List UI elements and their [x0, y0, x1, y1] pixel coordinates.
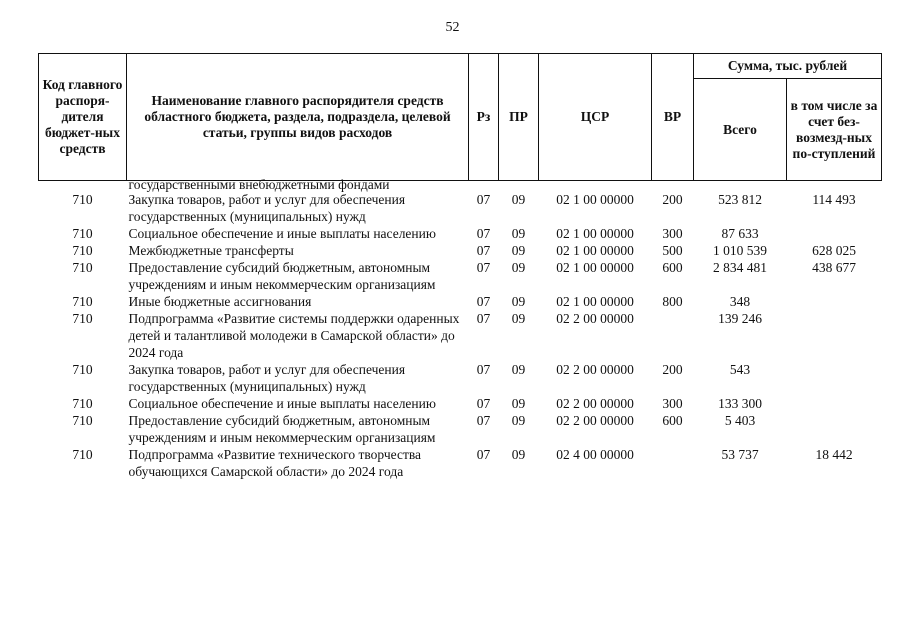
cell-rz: 07 [476, 396, 491, 411]
cell-rz: 07 [476, 362, 491, 377]
cell-name: Иные бюджетные ассигнования [128, 294, 312, 309]
cell-name: Межбюджетные трансферты [128, 243, 294, 258]
table-row [39, 361, 882, 395]
header-csr: ЦСР [539, 54, 652, 181]
cell-csr: 02 2 00 00000 [556, 413, 634, 428]
cell-total: 1 010 539 [713, 243, 767, 258]
cell-vr [652, 310, 694, 361]
cell-code: 710 [72, 192, 93, 207]
cell-csr: 02 1 00 00000 [556, 226, 634, 241]
cell-vr: 800 [662, 294, 683, 309]
cell-vr: 300 [662, 396, 683, 411]
table-row [39, 259, 882, 293]
cell-pr: 09 [511, 311, 526, 326]
cell-pr: 09 [511, 243, 526, 258]
header-sum: Сумма, тыс. рублей [694, 54, 882, 79]
table-row [39, 191, 882, 225]
table-row [39, 412, 882, 446]
cell-csr: 02 1 00 00000 [556, 260, 634, 275]
cell-free: 438 677 [812, 260, 856, 275]
cell-code: 710 [72, 294, 93, 309]
cell-total: 133 300 [718, 396, 762, 411]
cell-free [787, 293, 882, 310]
cell-code: 710 [72, 226, 93, 241]
cell-csr: 02 2 00 00000 [556, 396, 634, 411]
cell-name: Подпрограмма «Развитие системы поддержки одаренных детей и талантливой молодежи в Самарской области» до 2024 года [128, 311, 460, 360]
cell-vr: 600 [662, 413, 683, 428]
table-row [39, 293, 882, 310]
cell-vr [652, 446, 694, 480]
cell-total: 543 [729, 362, 751, 377]
cell-code: 710 [72, 311, 93, 326]
cell-code: 710 [72, 260, 93, 275]
continuation-text: государственными внебюджетными фондами [128, 177, 390, 192]
header-name: Наименование главного распорядителя средств областного бюджета, раздела, подраздела, целевой статьи, группы видов расходов [127, 54, 469, 181]
cell-name: Подпрограмма «Развитие технического творчества обучающихся Самарской области» до 2024 года [128, 447, 422, 479]
header-pr: ПР [499, 54, 539, 181]
cell-pr: 09 [511, 396, 526, 411]
table-row [39, 395, 882, 412]
cell-free: 628 025 [812, 243, 856, 258]
cell-pr: 09 [511, 226, 526, 241]
page-number: 52 [445, 20, 460, 35]
cell-name: Закупка товаров, работ и услуг для обеспечения государственных (муниципальных) нужд [128, 362, 406, 394]
cell-name: Предоставление субсидий бюджетным, автономным учреждениям и иным некоммерческим организациям [128, 260, 436, 292]
cell-total: 5 403 [724, 413, 756, 428]
header-free: в том числе за счет без-возмезд-ных по-ступлений [787, 79, 882, 181]
cell-rz: 07 [476, 260, 491, 275]
cell-rz: 07 [476, 311, 491, 326]
cell-csr: 02 4 00 00000 [556, 447, 634, 462]
cell-csr: 02 1 00 00000 [556, 243, 634, 258]
cell-code: 710 [72, 396, 93, 411]
cell-pr: 09 [511, 447, 526, 462]
cell-csr: 02 2 00 00000 [556, 311, 634, 326]
table-row [39, 310, 882, 361]
cell-pr: 09 [511, 294, 526, 309]
cell-total: 348 [729, 294, 751, 309]
cell-pr: 09 [511, 260, 526, 275]
continuation-row [39, 181, 882, 192]
cell-rz: 07 [476, 294, 491, 309]
cell-total: 87 633 [721, 226, 759, 241]
cell-code: 710 [72, 413, 93, 428]
cell-total: 2 834 481 [713, 260, 767, 275]
cell-free [787, 310, 882, 361]
cell-code: 710 [72, 447, 93, 462]
header-total: Всего [694, 79, 787, 181]
cell-free: 18 442 [815, 447, 853, 462]
table-row [39, 225, 882, 242]
cell-code: 710 [72, 243, 93, 258]
cell-vr: 300 [662, 226, 683, 241]
header-row [39, 54, 882, 79]
header-code: Код главного распоря-дителя бюджет-ных средств [39, 54, 127, 181]
cell-free: 114 493 [812, 192, 856, 207]
budget-table [38, 53, 882, 480]
cell-rz: 07 [476, 447, 491, 462]
cell-free [787, 225, 882, 242]
cell-vr: 500 [662, 243, 683, 258]
cell-free [787, 361, 882, 395]
cell-rz: 07 [476, 226, 491, 241]
cell-total: 139 246 [718, 311, 762, 326]
cell-pr: 09 [511, 362, 526, 377]
table-row [39, 242, 882, 259]
cell-vr: 200 [662, 192, 683, 207]
cell-free [787, 395, 882, 412]
cell-total: 53 737 [721, 447, 759, 462]
cell-vr: 600 [662, 260, 683, 275]
cell-csr: 02 1 00 00000 [556, 192, 634, 207]
cell-vr: 200 [662, 362, 683, 377]
cell-csr: 02 2 00 00000 [556, 362, 634, 377]
cell-name: Социальное обеспечение и иные выплаты населению [128, 396, 436, 411]
header-rz: Рз [469, 54, 499, 181]
cell-rz: 07 [476, 243, 491, 258]
cell-name: Предоставление субсидий бюджетным, автономным учреждениям и иным некоммерческим организациям [128, 413, 436, 445]
header-vr: ВР [652, 54, 694, 181]
cell-total: 523 812 [718, 192, 762, 207]
cell-rz: 07 [476, 413, 491, 428]
cell-csr: 02 1 00 00000 [556, 294, 634, 309]
table-row [39, 446, 882, 480]
cell-pr: 09 [511, 192, 526, 207]
cell-pr: 09 [511, 413, 526, 428]
cell-rz: 07 [476, 192, 491, 207]
cell-code: 710 [72, 362, 93, 377]
cell-free [787, 412, 882, 446]
cell-name: Закупка товаров, работ и услуг для обеспечения государственных (муниципальных) нужд [128, 192, 406, 224]
cell-name: Социальное обеспечение и иные выплаты населению [128, 226, 436, 241]
